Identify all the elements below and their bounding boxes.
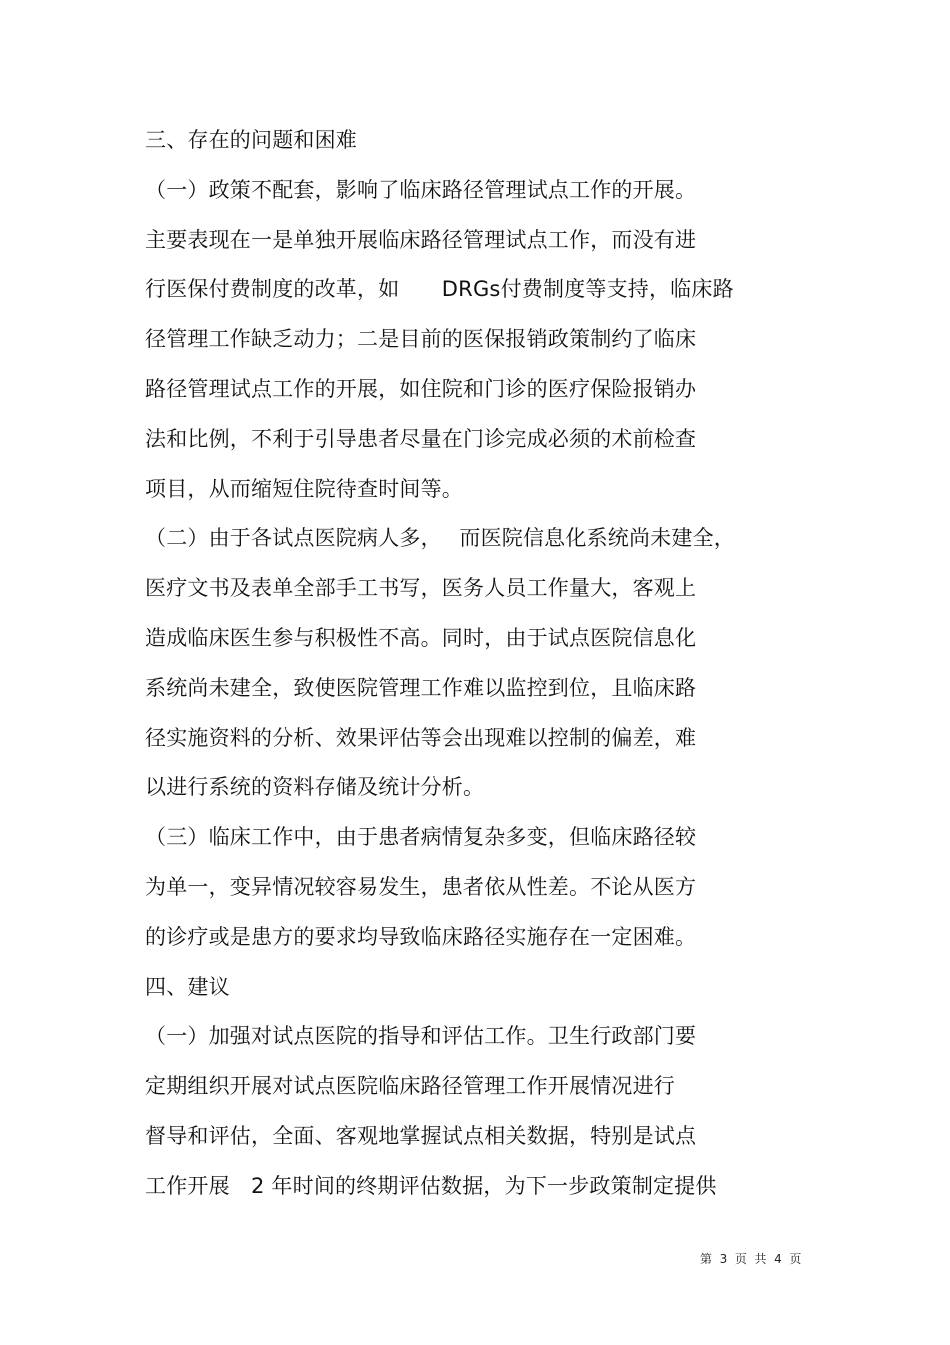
paragraph-line: 以进行系统的资料存储及统计分析。 xyxy=(145,775,485,800)
paragraph-line: （二）由于各试点医院病人多， 而医院信息化系统尚未建全， xyxy=(145,526,735,551)
page-number-footer: 第 3 页 共 4 页 xyxy=(700,1252,802,1266)
paragraph-line: 的诊疗或是患方的要求均导致临床路径实施存在一定困难。 xyxy=(145,924,697,949)
section-heading-suggestions: 四、建议 xyxy=(145,974,230,999)
paragraph-line: 法和比例，不利于引导患者尽量在门诊完成必须的术前检查 xyxy=(145,426,697,451)
paragraph-line: 造成临床医生参与积极性不高。同时，由于试点医院信息化 xyxy=(145,625,697,650)
paragraph-line: 路径管理试点工作的开展，如住院和门诊的医疗保险报销办 xyxy=(145,376,697,401)
paragraph-line: 行医保付费制度的改革，如 DRGs付费制度等支持，临床路 xyxy=(145,277,734,302)
paragraph-line: （一）加强对试点医院的指导和评估工作。卫生行政部门要 xyxy=(145,1024,697,1049)
paragraph-line: 项目，从而缩短住院待查时间等。 xyxy=(145,476,463,501)
paragraph-line: 督导和评估，全面、客观地掌握试点相关数据，特别是试点 xyxy=(145,1123,697,1148)
paragraph-line: 径实施资料的分析、效果评估等会出现难以控制的偏差，难 xyxy=(145,725,697,750)
paragraph-line: 主要表现在一是单独开展临床路径管理试点工作，而没有进 xyxy=(145,227,697,252)
paragraph-line: （三）临床工作中，由于患者病情复杂多变，但临床路径较 xyxy=(145,825,697,850)
paragraph-line: 定期组织开展对试点医院临床路径管理工作开展情况进行 xyxy=(145,1074,675,1099)
document-body xyxy=(145,121,805,1217)
section-heading-problems: 三、存在的问题和困难 xyxy=(145,128,357,152)
paragraph-line: 系统尚未建全，致使医院管理工作难以监控到位，且临床路 xyxy=(145,675,697,700)
paragraph-line: （一）政策不配套，影响了临床路径管理试点工作的开展。 xyxy=(145,177,697,202)
paragraph-line: 为单一，变异情况较容易发生，患者依从性差。不论从医方 xyxy=(145,874,697,899)
paragraph-line: 医疗文书及表单全部手工书写，医务人员工作量大，客观上 xyxy=(145,576,697,601)
paragraph-line: 工作开展 2 年时间的终期评估数据，为下一步政策制定提供 xyxy=(145,1173,717,1198)
paragraph-line: 径管理工作缺乏动力；二是目前的医保报销政策制约了临床 xyxy=(145,327,697,352)
